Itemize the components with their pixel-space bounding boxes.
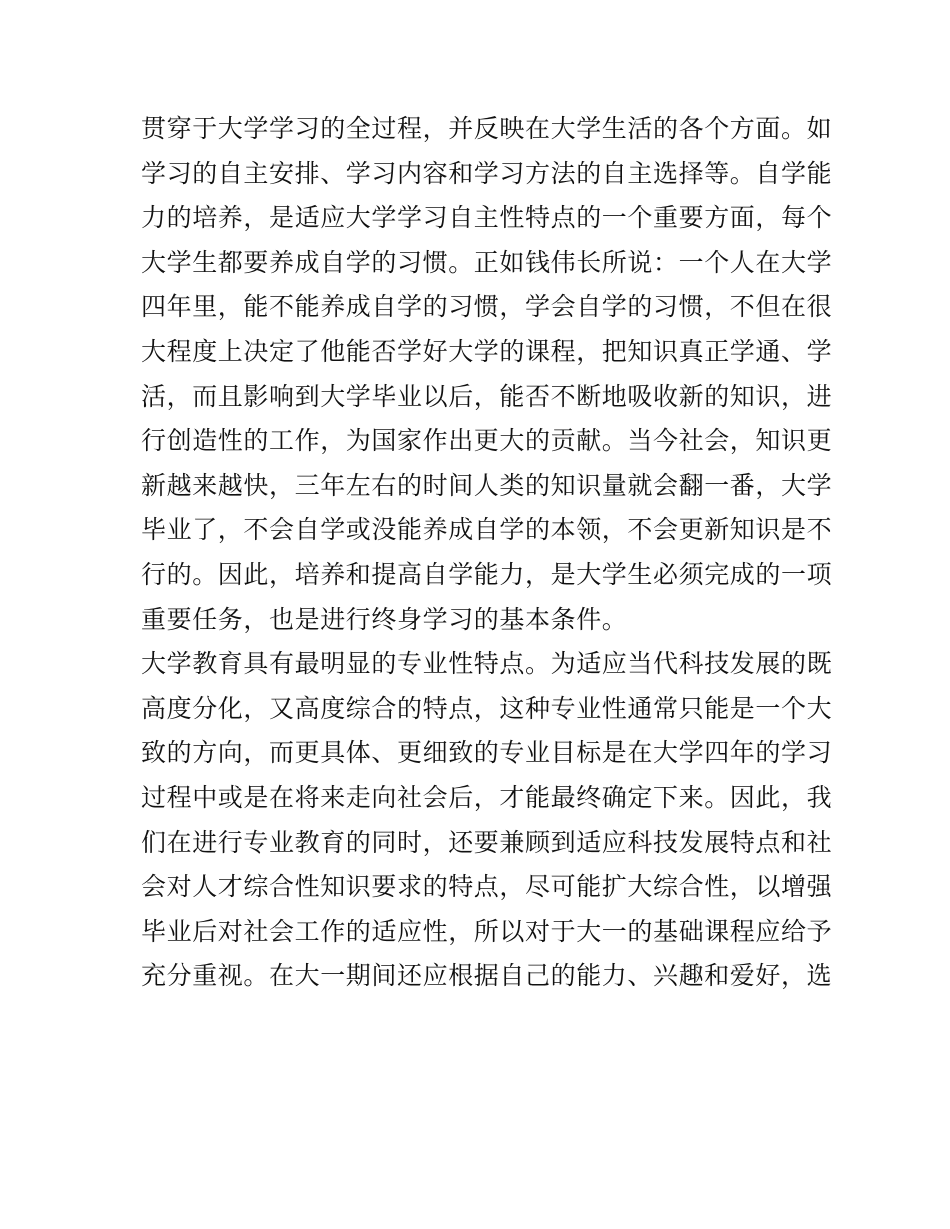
text-line: 高度分化，又高度综合的特点，这种专业性通常只能是一个大 [141,693,833,723]
text-line: 行创造性的工作，为国家作出更大的贡献。当今社会，知识更 [141,426,833,456]
text-line: 毕业后对社会工作的适应性，所以对于大一的基础课程应给予 [141,916,833,946]
text-line: 力的培养，是适应大学学习自主性特点的一个重要方面，每个 [141,203,833,233]
text-line: 充分重视。在大一期间还应根据自己的能力、兴趣和爱好，选 [141,961,833,991]
text-line: 活，而且影响到大学毕业以后，能否不断地吸收新的知识，进 [141,381,833,411]
body-text [141,107,833,999]
text-line: 大程度上决定了他能否学好大学的课程，把知识真正学通、学 [141,336,833,366]
text-line: 会对人才综合性知识要求的特点，尽可能扩大综合性，以增强 [141,872,833,902]
text-line: 大学教育具有最明显的专业性特点。为适应当代科技发展的既 [141,649,833,679]
text-line: 致的方向，而更具体、更细致的专业目标是在大学四年的学习 [141,738,833,768]
text-line: 四年里，能不能养成自学的习惯，学会自学的习惯，不但在很 [141,292,833,322]
text-line: 毕业了，不会自学或没能养成自学的本领，不会更新知识是不 [141,515,833,545]
text-line: 贯穿于大学学习的全过程，并反映在大学生活的各个方面。如 [141,114,833,143]
text-line: 重要任务，也是进行终身学习的基本条件。 [141,604,628,634]
text-line: 学习的自主安排、学习内容和学习方法的自主选择等。自学能 [141,158,833,188]
text-line: 们在进行专业教育的同时，还要兼顾到适应科技发展特点和社 [141,827,833,857]
text-line: 过程中或是在将来走向社会后，才能最终确定下来。因此，我 [141,782,833,812]
text-line: 行的。因此，培养和提高自学能力，是大学生必须完成的一项 [141,559,833,589]
text-line: 大学生都要养成自学的习惯。正如钱伟长所说：一个人在大学 [141,247,833,277]
text-line: 新越来越快，三年左右的时间人类的知识量就会翻一番，大学 [141,470,833,500]
